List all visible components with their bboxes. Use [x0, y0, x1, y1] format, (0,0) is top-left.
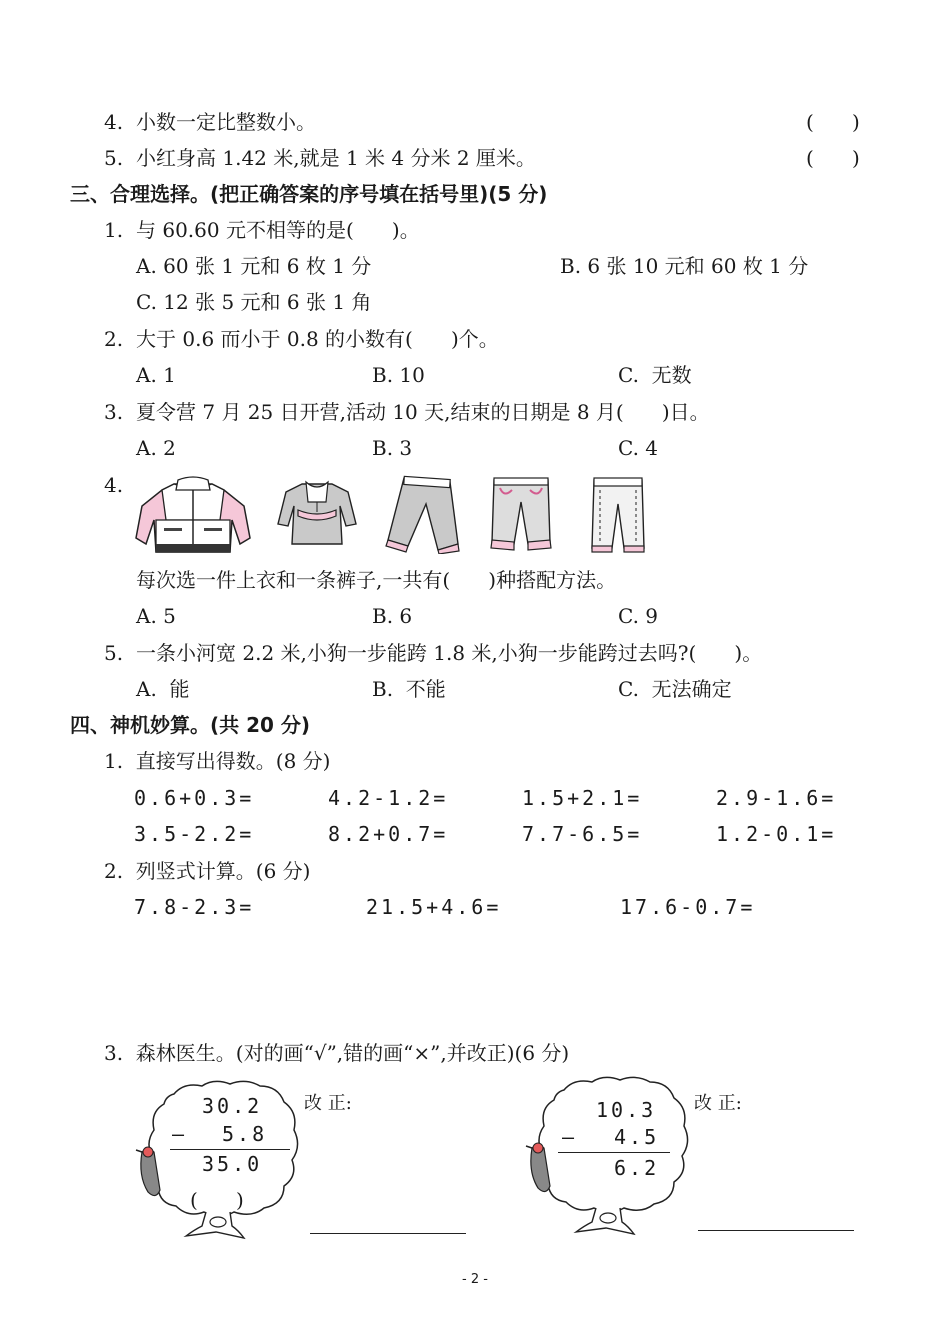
s3-q3-num: 3. [104, 400, 124, 424]
judge-q5-num: 5. [104, 146, 124, 170]
judge-q4-paren[interactable]: ( ) [806, 110, 860, 134]
tree-1-op: — [172, 1122, 188, 1146]
s3-q5-num: 5. [104, 641, 124, 665]
judge-q5-paren[interactable]: ( ) [806, 146, 860, 170]
s3-q4-option-c[interactable]: C. 9 [618, 604, 659, 628]
tree-1-fix-label: 改 正: [304, 1093, 352, 1114]
tree-2-fix-line[interactable] [698, 1230, 854, 1231]
vertical-calc-2[interactable]: 21.5+4.6= [366, 895, 502, 919]
tree-1-top: 30.2 [202, 1094, 263, 1118]
mental-calc-1[interactable]: 0.6+0.3= [134, 786, 255, 810]
s3-q1-option-c[interactable]: C. 12 张 5 元和 6 张 1 角 [136, 290, 372, 314]
tree-1-result: 35.0 [202, 1152, 263, 1176]
s3-q2-option-c[interactable]: C. 无数 [618, 363, 692, 387]
s4-q1-label: 1. 直接写出得数。(8 分) [104, 749, 331, 773]
s4-q3-label: 3. 森林医生。(对的画“√”,错的画“×”,并改正)(6 分) [104, 1041, 570, 1065]
tree-2-rule [558, 1152, 670, 1153]
mental-calc-4[interactable]: 2.9-1.6= [716, 786, 837, 810]
tree-1-rule [170, 1149, 290, 1150]
s3-q5-option-b[interactable]: B. 不能 [372, 677, 446, 701]
section3-title: 三、合理选择。(把正确答案的序号填在括号里)(5 分) [70, 182, 548, 206]
s3-q2-option-a[interactable]: A. 1 [136, 363, 176, 387]
judge-q4-num: 4. [104, 110, 124, 134]
blouse-illustration [276, 476, 358, 548]
s3-q1-text: 与 60.60 元不相等的是( )。 [136, 218, 420, 242]
jacket-illustration [132, 476, 254, 556]
page-number: - 2 - [462, 1272, 488, 1287]
judge-q5-text: 小红身高 1.42 米,就是 1 米 4 分米 2 厘米。 [136, 146, 536, 170]
shorts-illustration [384, 474, 460, 554]
s3-q3-option-b[interactable]: B. 3 [372, 436, 413, 460]
tree-1-paren[interactable]: ( ) [190, 1188, 244, 1212]
s3-q1-num: 1. [104, 218, 124, 242]
tree-2-result: 6.2 [614, 1156, 660, 1180]
tree-2-top: 10.3 [596, 1098, 657, 1122]
tree-1-fix-line[interactable] [310, 1233, 466, 1234]
vertical-calc-1[interactable]: 7.8-2.3= [134, 895, 255, 919]
s3-q2-num: 2. [104, 327, 124, 351]
s3-q2-text: 大于 0.6 而小于 0.8 的小数有( )个。 [136, 327, 499, 351]
s3-q5-option-a[interactable]: A. 能 [136, 677, 190, 701]
s3-q4-text: 每次选一件上衣和一条裤子,一共有( )种搭配方法。 [136, 568, 617, 592]
s3-q5-option-c[interactable]: C. 无法确定 [618, 677, 732, 701]
tree-2-op: — [562, 1125, 578, 1149]
s4-q2-label: 2. 列竖式计算。(6 分) [104, 859, 311, 883]
trousers-illustration [590, 474, 646, 554]
mental-calc-7[interactable]: 7.7-6.5= [522, 822, 643, 846]
mental-calc-8[interactable]: 1.2-0.1= [716, 822, 837, 846]
s3-q3-text: 夏令营 7 月 25 日开营,活动 10 天,结束的日期是 8 月( )日。 [136, 400, 710, 424]
mental-calc-3[interactable]: 1.5+2.1= [522, 786, 643, 810]
mental-calc-2[interactable]: 4.2-1.2= [328, 786, 449, 810]
mental-calc-6[interactable]: 8.2+0.7= [328, 822, 449, 846]
mental-calc-5[interactable]: 3.5-2.2= [134, 822, 255, 846]
s3-q4-num: 4. [104, 473, 124, 497]
tree-1-sub: 5.8 [222, 1122, 268, 1146]
s3-q3-option-a[interactable]: A. 2 [136, 436, 176, 460]
s3-q4-option-a[interactable]: A. 5 [136, 604, 176, 628]
tree-2-fix-label: 改 正: [694, 1093, 742, 1114]
vertical-calc-3[interactable]: 17.6-0.7= [620, 895, 756, 919]
tree-2-sub: 4.5 [614, 1125, 660, 1149]
s3-q4-option-b[interactable]: B. 6 [372, 604, 413, 628]
s3-q1-option-a[interactable]: A. 60 张 1 元和 6 枚 1 分 [136, 254, 372, 278]
s3-q3-option-c[interactable]: C. 4 [618, 436, 659, 460]
s3-q5-text: 一条小河宽 2.2 米,小狗一步能跨 1.8 米,小狗一步能跨过去吗?( )。 [136, 641, 763, 665]
judge-q4-text: 小数一定比整数小。 [136, 110, 316, 134]
pants-illustration [488, 474, 554, 552]
section4-title: 四、神机妙算。(共 20 分) [70, 713, 311, 737]
s3-q1-option-b[interactable]: B. 6 张 10 元和 60 枚 1 分 [560, 254, 809, 278]
s3-q2-option-b[interactable]: B. 10 [372, 363, 425, 387]
